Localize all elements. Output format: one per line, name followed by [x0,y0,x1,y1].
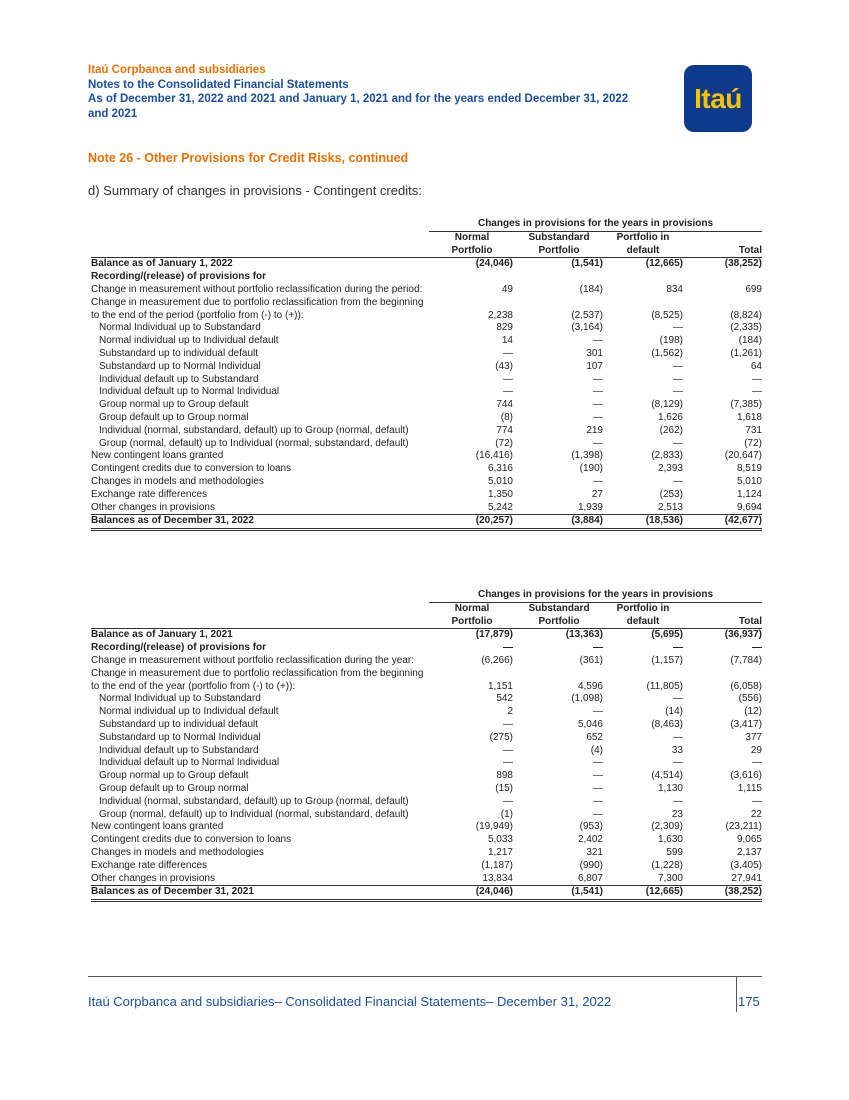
column-header [515,602,603,629]
row-label: Substandard up to Normal Individual [99,360,261,372]
row-label: Exchange rate differences [91,488,208,500]
cell-value: — [593,335,603,347]
row-label: Group normal up to Group default [99,770,249,782]
cell-value: (8,463) [651,718,683,730]
cell-value: (4) [590,744,603,756]
cell-value: (6,058) [730,680,762,692]
cell-value: (3,417) [730,718,762,730]
table-row [91,399,762,412]
row-label: Substandard up to Normal Individual [99,731,261,743]
logo-text: Itaú [694,82,742,114]
cell-value: 731 [745,424,762,436]
cell-value: (1,098) [571,693,603,705]
row-label: Changes in models and methodologies [91,846,264,858]
cell-value: (1,261) [730,347,762,359]
row-label: Change in measurement without portfolio reclassification during the period: [91,283,423,295]
column-header-line: Portfolio [451,615,493,627]
row-label: Group (normal, default) up to Individual (normal, substandard, default) [99,808,409,820]
cell-value: 699 [745,283,762,295]
cell-value: (12) [744,706,762,718]
table-row [91,322,762,335]
cell-value: 27,941 [731,872,762,884]
document-header [88,63,688,121]
cell-value: 1,217 [487,846,513,858]
cell-value: — [593,706,603,718]
cell-value [429,271,515,284]
cell-value: 9,065 [736,834,762,846]
cell-value: 7,300 [657,872,683,884]
section-subtitle: d) Summary of changes in provisions - Contingent credits: [88,183,422,198]
row-label: Recording/(release) of provisions for [91,271,267,283]
column-header-line: default [626,615,660,627]
cell-value: 5,033 [487,834,513,846]
cell-value: (556) [738,693,762,705]
cell-value: (8,129) [651,399,683,411]
cell-value: (12,665) [603,886,683,901]
page-number: 175 [738,994,760,1009]
cell-value: — [593,399,603,411]
table-row [91,642,762,655]
cell-value: 2,238 [487,309,513,321]
cell-value: — [593,475,603,487]
table-row [91,502,762,515]
provisions-table-2022 [91,218,762,531]
note-title: Note 26 - Other Provisions for Credit Risks, continued [88,151,409,165]
cell-value: — [593,795,603,807]
cell-value: 107 [586,360,603,372]
table-caption: Changes in provisions for the years in provisions [429,589,762,602]
row-label: Individual default up to Normal Individual [99,757,280,769]
table-row [91,809,762,822]
row-label: Contingent credits due to conversion to loans [91,834,292,846]
column-header [603,602,683,629]
cell-value: — [673,795,683,807]
row-label: Normal Individual up to Substandard [99,322,261,334]
row-label: Individual default up to Substandard [99,373,259,385]
cell-value: (23,211) [725,821,762,833]
footer-divider [88,976,762,977]
table-row [91,796,762,809]
table-row [91,348,762,361]
table-row [91,258,762,271]
row-label: Individual (normal, substandard, default) up to Group (normal, default) [99,795,409,807]
column-header-line: default [626,244,660,256]
cell-value [683,271,762,284]
cell-value: — [503,386,513,398]
cell-value: — [673,693,683,705]
cell-value: 5,010 [487,475,513,487]
cell-value: (3,884) [515,515,603,530]
cell-value: (4,514) [651,770,683,782]
cell-value: — [593,437,603,449]
column-header [683,602,762,629]
column-header-line: Total [738,615,762,627]
table-row [91,719,762,732]
cell-value: 2,393 [657,463,683,475]
caption-spacer [91,218,429,231]
cell-value: (38,252) [683,886,762,901]
cell-value: 542 [496,693,513,705]
cell-value: — [673,386,683,398]
cell-value: (3,616) [730,770,762,782]
table-header-row [91,231,762,258]
column-header-line: Portfolio [451,244,493,256]
cell-value: (20,257) [429,515,515,530]
cell-value: 27 [591,488,603,500]
cell-value: (253) [659,488,683,500]
cell-value: 1,124 [736,488,762,500]
cell-value: 301 [586,347,603,359]
table-caption-row [91,218,762,231]
column-header [683,231,762,258]
cell-value: 9,694 [736,501,762,513]
cell-value: 2,513 [657,501,683,513]
cell-value: (3,164) [571,322,603,334]
row-label: Contingent credits due to conversion to loans [91,463,292,475]
column-header-line: Total [738,244,762,256]
cell-value: (24,046) [429,886,515,901]
table-row [91,732,762,745]
cell-value: 1,626 [657,411,683,423]
cell-value: 6,807 [577,872,603,884]
cell-value: — [752,386,762,398]
cell-value: (361) [579,654,603,666]
column-header-line: Portfolio [538,244,580,256]
header-spacer [91,231,429,258]
cell-value: (42,677) [683,515,762,530]
table-caption: Changes in provisions for the years in provisions [429,218,762,231]
cell-value: 1,939 [577,501,603,513]
row-label: Balances as of December 31, 2021 [91,886,429,901]
cell-value: (262) [659,424,683,436]
row-label: Group default up to Group normal [99,782,249,794]
column-header-line: Substandard [528,602,590,614]
cell-value: — [752,642,762,654]
row-label: Normal individual up to Individual default [99,706,279,718]
header-line-3: As of December 31, 2022 and 2021 and January 1, 2021 and for the years ended December 31, 2022 [88,93,629,105]
table-row [91,412,762,425]
table-row [91,706,762,719]
row-label: Individual default up to Normal Individual [99,386,280,398]
row-label: Group normal up to Group default [99,399,249,411]
cell-value [603,271,683,284]
row-label: Balances as of December 31, 2022 [91,515,429,530]
cell-value: — [593,770,603,782]
cell-value: 22 [750,808,762,820]
row-label: New contingent loans granted [91,450,224,462]
cell-value: 49 [501,283,513,295]
cell-value: 898 [496,770,513,782]
total-row [91,886,762,901]
cell-value: — [673,373,683,385]
footer-text: Itaú Corpbanca and subsidiaries– Consolidated Financial Statements– December 31, 2022 [88,994,612,1009]
cell-value: 1,618 [736,411,762,423]
cell-value: (2,335) [730,322,762,334]
table-row [91,757,762,770]
cell-value: 5,046 [577,718,603,730]
cell-value: 744 [496,399,513,411]
column-header-line: Portfolio [538,615,580,627]
table-row [91,668,762,694]
table-row [91,770,762,783]
caption-spacer [91,589,429,602]
table-row [91,284,762,297]
footer-vertical-divider [736,976,737,1012]
cell-value: (17,879) [429,629,515,642]
table-row [91,745,762,758]
column-header-line: Substandard [528,231,590,243]
cell-value: 829 [496,322,513,334]
cell-value: 4,596 [577,680,603,692]
cell-value: — [503,744,513,756]
cell-value: 599 [666,846,683,858]
cell-value: (1,398) [571,450,603,462]
cell-value: — [503,718,513,730]
cell-value: 834 [666,283,683,295]
row-label: Normal individual up to Individual default [99,335,279,347]
cell-value: (12,665) [603,258,683,271]
table-row [91,463,762,476]
table-row [91,629,762,642]
cell-value: (15) [495,782,513,794]
row-label: Substandard up to individual default [99,347,259,359]
cell-value: (953) [579,821,603,833]
cell-value: — [503,757,513,769]
header-line-2: Notes to the Consolidated Financial Statements [88,78,349,91]
cell-value: (1,187) [481,859,513,871]
table-row [91,374,762,387]
cell-value: 1,151 [487,680,513,692]
cell-value: — [673,322,683,334]
cell-value: (16,416) [475,450,513,462]
table-row [91,693,762,706]
cell-value: (3,405) [730,859,762,871]
table-caption-row [91,589,762,602]
cell-value: (11,805) [646,680,683,692]
row-label: Group (normal, default) up to Individual (normal, substandard, default) [99,437,409,449]
cell-value: 5,010 [736,475,762,487]
row-label: Normal Individual up to Substandard [99,693,261,705]
cell-value: — [752,373,762,385]
column-header [603,231,683,258]
table-row [91,476,762,489]
cell-value: — [593,386,603,398]
cell-value: — [673,731,683,743]
table-row [91,847,762,860]
cell-value: 64 [750,360,762,372]
cell-value: 2 [507,706,513,718]
cell-value: (190) [579,463,603,475]
cell-value: — [673,475,683,487]
cell-value: — [752,757,762,769]
row-label: Other changes in provisions [91,872,215,884]
cell-value: (43) [495,360,513,372]
cell-value: — [593,642,603,654]
cell-value: (1,541) [515,886,603,901]
cell-value: (8,824) [730,309,762,321]
row-label: Individual (normal, substandard, default) up to Group (normal, default) [99,424,409,436]
cell-value: (2,833) [651,450,683,462]
cell-value: (7,784) [730,654,762,666]
cell-value: (2,537) [571,309,603,321]
cell-value: (13,363) [515,629,603,642]
cell-value: — [503,642,513,654]
header-line-4: and 2021 [88,107,138,120]
cell-value: 14 [501,335,513,347]
cell-value: — [673,757,683,769]
cell-value: 321 [586,846,603,858]
cell-value: (5,695) [603,629,683,642]
company-name: Itaú Corpbanca and subsidiaries [88,64,266,76]
cell-value: (20,647) [724,450,762,462]
table-row [91,783,762,796]
row-label: Change in measurement due to portfolio reclassification from the beginning to the end of the period (portfolio from (-) to (+)): [91,296,424,321]
cell-value: (8) [500,411,513,423]
financial-table [91,589,762,902]
cell-value: 2,402 [577,834,603,846]
header-spacer [91,602,429,629]
table-row [91,438,762,451]
cell-value: — [673,437,683,449]
cell-value: — [593,757,603,769]
cell-value: (198) [659,335,683,347]
cell-value: (36,937) [683,629,762,642]
cell-value: (72) [495,437,513,449]
row-label: New contingent loans granted [91,821,224,833]
cell-value: — [673,360,683,372]
cell-value: (1,157) [651,654,683,666]
column-header [429,231,515,258]
table-row [91,335,762,348]
cell-value: (72) [744,437,762,449]
cell-value: 2,137 [736,846,762,858]
cell-value: — [593,373,603,385]
row-label: Other changes in provisions [91,501,215,513]
table-row [91,297,762,323]
table-row [91,655,762,668]
cell-value: (275) [489,731,513,743]
cell-value: 6,316 [487,463,513,475]
column-header-line: Portfolio in [616,602,670,614]
cell-value: 377 [745,731,762,743]
total-row [91,515,762,530]
column-header [515,231,603,258]
cell-value: 13,834 [482,872,513,884]
cell-value: (18,536) [603,515,683,530]
column-header [429,602,515,629]
table-row [91,834,762,847]
cell-value: 1,630 [657,834,683,846]
table-row [91,821,762,834]
column-header-line: Portfolio in [616,231,670,243]
table-row [91,361,762,374]
cell-value: 23 [671,808,683,820]
row-label: Substandard up to individual default [99,718,259,730]
table-row [91,450,762,463]
table-row [91,873,762,886]
cell-value: — [752,795,762,807]
row-label: Individual default up to Substandard [99,744,259,756]
cell-value: — [673,642,683,654]
cell-value: 8,519 [736,463,762,475]
row-label: Recording/(release) of provisions for [91,642,267,654]
cell-value: — [503,373,513,385]
financial-table [91,218,762,531]
cell-value: — [503,795,513,807]
cell-value: (8,525) [651,309,683,321]
cell-value: 29 [750,744,762,756]
column-header-line: Normal [454,602,490,614]
cell-value: 219 [586,424,603,436]
cell-value: 1,350 [487,488,513,500]
cell-value [515,271,603,284]
row-label: Exchange rate differences [91,859,208,871]
cell-value: — [593,782,603,794]
table-row [91,386,762,399]
cell-value: (24,046) [429,258,515,271]
itau-logo [684,65,752,132]
table-header-row [91,602,762,629]
cell-value: 33 [671,744,683,756]
cell-value: (1,562) [651,347,683,359]
cell-value: 652 [586,731,603,743]
cell-value: (7,385) [730,399,762,411]
cell-value: 1,130 [657,782,683,794]
row-label: Change in measurement without portfolio reclassification during the year: [91,654,414,666]
row-label: Balance as of January 1, 2022 [91,258,429,271]
cell-value: (14) [665,706,683,718]
cell-value: (184) [738,335,762,347]
cell-value: — [593,411,603,423]
cell-value: (38,252) [683,258,762,271]
row-label: Changes in models and methodologies [91,475,264,487]
row-label: Balance as of January 1, 2021 [91,629,429,642]
cell-value: 774 [496,424,513,436]
cell-value: (19,949) [475,821,513,833]
cell-value: (1) [500,808,513,820]
cell-value: (184) [579,283,603,295]
table-row [91,271,762,284]
cell-value: — [593,808,603,820]
table-row [91,860,762,873]
cell-value: (2,309) [651,821,683,833]
table-row [91,425,762,438]
provisions-table-2021 [91,589,762,902]
column-header-line: Normal [454,231,490,243]
cell-value: 1,115 [737,782,762,794]
row-label: Change in measurement due to portfolio reclassification from the beginning to the end of the year (portfolio from (-) to (+)): [91,667,424,692]
cell-value: (6,266) [481,654,513,666]
cell-value: (1,541) [515,258,603,271]
table-row [91,489,762,502]
cell-value: — [503,347,513,359]
row-label: Group default up to Group normal [99,411,249,423]
cell-value: 5,242 [487,501,513,513]
cell-value: (990) [579,859,603,871]
cell-value: (1,228) [651,859,683,871]
